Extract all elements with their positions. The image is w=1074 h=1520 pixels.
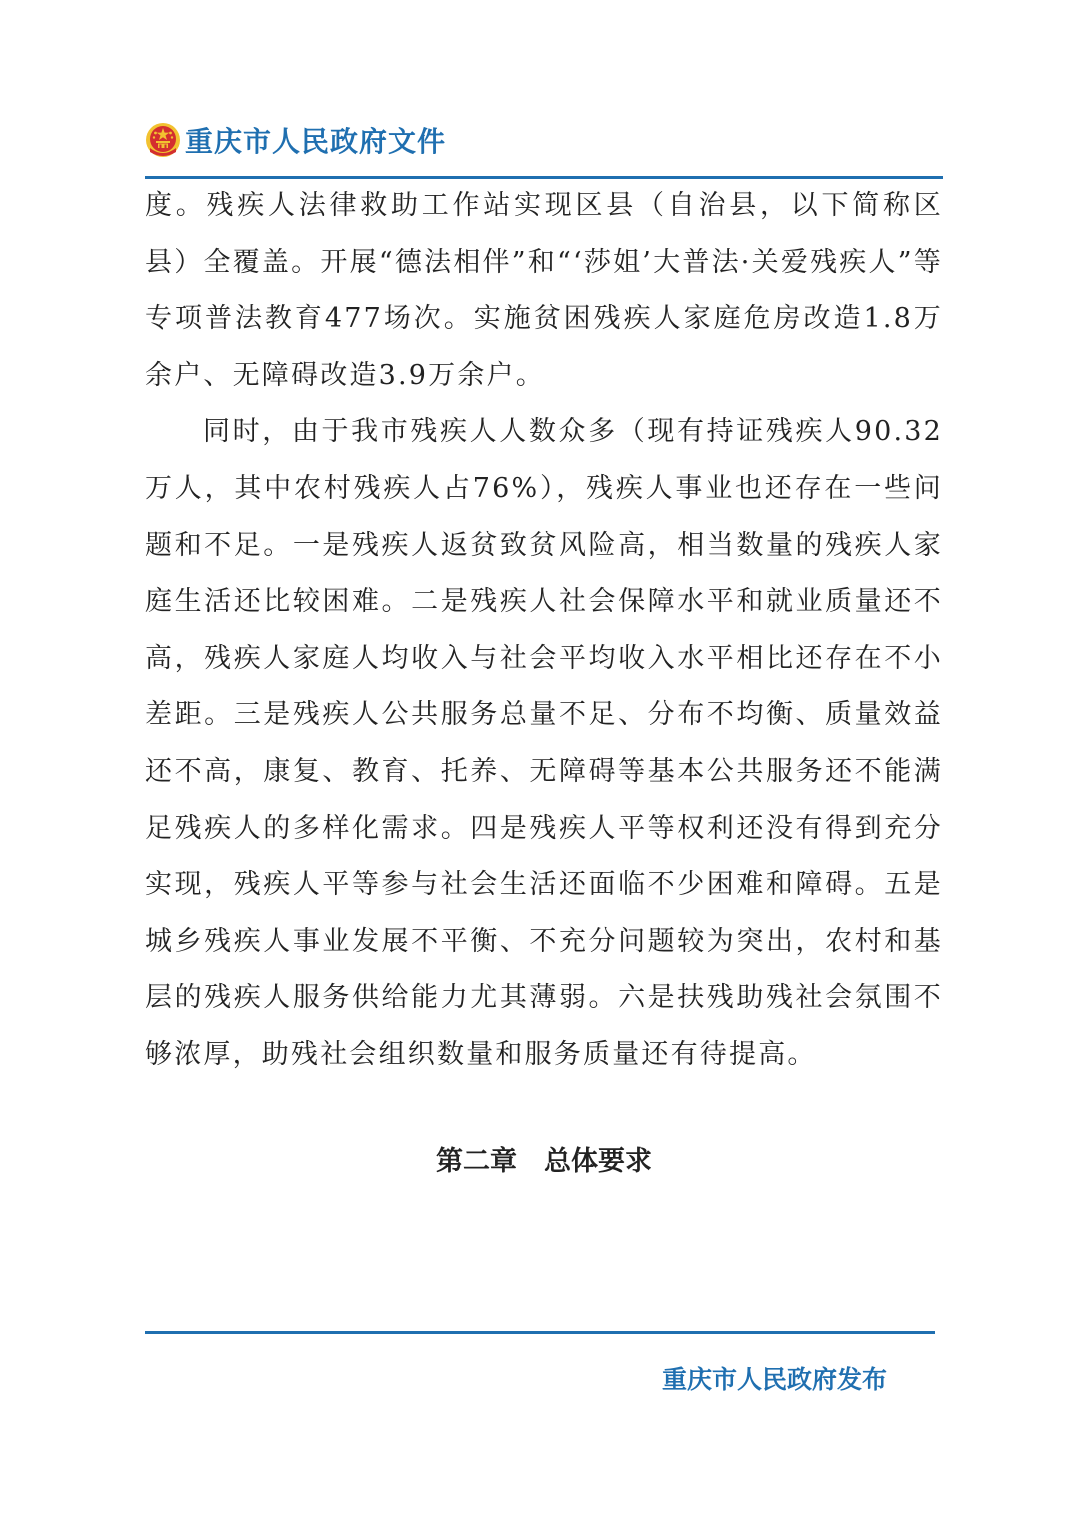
chapter-heading: 第二章 总体要求 (436, 1146, 652, 1177)
document-header (145, 118, 945, 178)
national-emblem-icon (145, 122, 181, 158)
footer-publisher: 重庆市人民政府发布 (662, 1365, 888, 1394)
body-paragraph: 度。残疾人法律救助工作站实现区县（自治县，以下简称区县）全覆盖。开展“德法相伴”和“‘莎姐’大普法·关爱残疾人”等专项普法教育477场次。实施贫困残疾人家庭危房改造1.8万余户、无障碍改造3.9万余户。 (145, 190, 943, 391)
body-paragraph: 同时，由于我市残疾人人数众多（现有持证残疾人90.32万人，其中农村残疾人占76%），残疾人事业也还存在一些问题和不足。一是残疾人返贫致贫风险高，相当数量的残疾人家庭生活还比较困难。二是残疾人社会保障水平和就业质量还不高，残疾人家庭人均收入与社会平均收入水平相比还存在不小差距。三是残疾人公共服务总量不足、分布不均衡、质量效益还不高，康复、教育、托养、无障碍等基本公共服务还不能满足残疾人的多样化需求。四是残疾人平等权利还没有得到充分实现，残疾人平等参与社会生活还面临不少困难和障碍。五是城乡残疾人事业发展不平衡、不充分问题较为突出，农村和基层的残疾人服务供给能力尤其薄弱。六是扶残助残社会氛围不够浓厚，助残社会组织数量和服务质量还有待提高。 (145, 416, 943, 1070)
footer-divider (145, 1331, 935, 1334)
document-body (145, 178, 943, 1084)
header-title: 重庆市人民政府文件 (185, 125, 447, 158)
